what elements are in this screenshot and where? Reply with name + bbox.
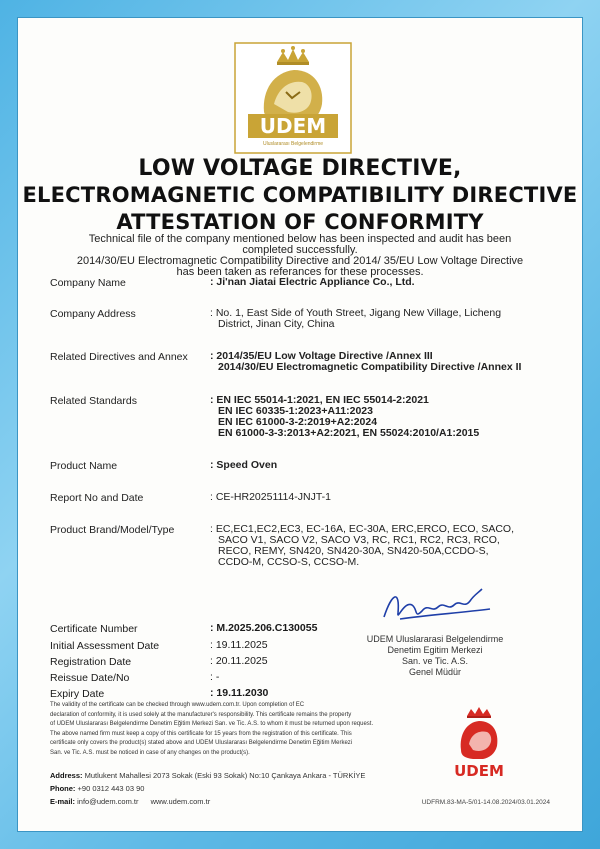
field-label: Reissue Date/No — [50, 672, 130, 684]
field-label: Product Name — [50, 460, 118, 472]
standard-line-1: : EN IEC 55014-1:2021, EN IEC 55014-2:2021 — [210, 394, 429, 406]
intro-line: 2014/30/EU Electromagnetic Compatibility Directive and 2014/ 35/EU Low Voltage Directive — [76, 255, 524, 267]
directive-line-1: : 2014/35/EU Low Voltage Directive /Annex III — [210, 350, 433, 362]
intro-line: has been taken as referances for these processes. — [176, 266, 424, 278]
registration-value: : 20.11.2025 — [210, 655, 268, 667]
field-label: Expiry Date — [50, 688, 105, 700]
initial-assessment-value: : 19.11.2025 — [210, 639, 268, 651]
fine-print — [50, 701, 420, 758]
phone-value: +90 0312 443 03 90 — [77, 784, 145, 793]
model-line-1: : EC,EC1,EC2,EC3, EC-16A, EC-30A, ERC,ERCO, ECO, SACO, — [210, 523, 515, 535]
address-line-1: : No. 1, East Side of Youth Street, Jigang New Village, Licheng — [210, 307, 502, 319]
udem-logo-gold — [234, 42, 352, 154]
title-line-3: ATTESTATION OF CONFORMITY — [116, 210, 484, 234]
field-label: Company Name — [50, 277, 126, 289]
contact-address — [50, 771, 365, 780]
email-value[interactable]: info@udem.com.tr — [77, 797, 139, 806]
report-value: : CE-HR20251114-JNJT-1 — [210, 491, 331, 503]
svg-text:UDEM: UDEM — [259, 114, 327, 138]
udem-logo-text: UDEM — [454, 762, 504, 778]
field-label: Product Brand/Model/Type — [50, 524, 175, 536]
fine-print-line: The above named firm must keep a copy of this certificate for 15 years from the registration of this certificate. This — [50, 730, 352, 737]
field-label: Certificate Number — [50, 623, 138, 635]
field-label: Company Address — [50, 308, 136, 320]
email-label: E-mail: — [50, 797, 76, 806]
address-line-2: District, Jinan City, China — [218, 318, 335, 330]
field-label: Related Directives and Annex — [50, 351, 188, 363]
fine-print-line: The validity of the certificate can be checked through www.udem.com.tr. Upon completion of EC — [50, 702, 305, 708]
phone-label: Phone: — [50, 784, 76, 793]
issuer-line: Genel Müdür — [408, 667, 462, 677]
field-label: Related Standards — [50, 395, 137, 407]
title-line-1: LOW VOLTAGE DIRECTIVE, — [138, 156, 462, 181]
address-value: Mutlukent Mahallesi 2073 Sokak (Eski 93 Sokak) No:10 Çankaya Ankara - TÜRKİYE — [84, 771, 366, 780]
standard-line-2: EN IEC 60335-1:2023+A11:2023 — [218, 405, 373, 417]
contact-phone — [50, 784, 144, 793]
issuer-line: San. ve Tic. A.S. — [401, 656, 469, 666]
svg-text:Uluslararası Belgelendirme: Uluslararası Belgelendirme — [262, 141, 324, 147]
fine-print-line: declaration of conformity, it is used solely at the manufacturer's responsibility. This certificate remains the property — [50, 711, 352, 718]
address-label: Address: — [50, 771, 83, 780]
issuer-line: Denetim Egitim Merkezi — [387, 645, 483, 655]
intro-line: completed successfully. — [242, 244, 358, 256]
standard-line-4: EN 61000-3-3:2013+A2:2021, EN 55024:2010/A1:2015 — [218, 427, 480, 439]
contact-email — [50, 797, 210, 806]
model-line-3: RECO, REMY, SN420, SN420-30A, SN420-50A,CCDO-S, — [218, 545, 489, 557]
product-name-value: : Speed Oven — [210, 459, 278, 471]
fine-print-line: of UDEM Uluslararası Belgelendirme Denetim Eğitim Merkezi San. ve Tic. A.S. to whom it must be returned upon request. — [50, 721, 374, 727]
model-line-2: SACO V1, SACO V2, SACO V3, RC, RC1, RC2, RC3, RCO, — [218, 534, 500, 546]
field-label: Registration Date — [50, 656, 132, 668]
form-reference: UDFRM.83-MA-5/01-14.08.2024/03.01.2024 — [421, 799, 550, 806]
fine-print-line: certificate only covers the product(s) stated above and UDEM Uluslararası Belgelendirme Denetim Eğitim Merkezi — [50, 740, 353, 746]
field-label: Report No and Date — [50, 492, 144, 504]
reissue-value: : - — [210, 671, 220, 683]
fine-print-line: San. ve Tic. A.S. must be noticed in case of any changes on the product(s). — [50, 749, 250, 756]
field-label: Initial Assessment Date — [50, 640, 160, 652]
certificate-number-value: : M.2025.206.C130055 — [210, 622, 318, 634]
title-line-2: ELECTROMAGNETIC COMPATIBILITY DIRECTIVE — [22, 183, 578, 207]
intro-line: Technical file of the company mentioned below has been inspected and audit has been — [88, 233, 512, 245]
model-line-4: CCDO-M, CCSO-S, CCSO-M. — [218, 556, 360, 568]
company-name-value: : Ji'nan Jiatai Electric Appliance Co., Ltd. — [210, 276, 415, 288]
udem-logo-red — [443, 706, 515, 778]
directive-line-2: 2014/30/EU Electromagnetic Compatibility Directive /Annex II — [218, 361, 522, 373]
expiry-value: : 19.11.2030 — [210, 687, 269, 699]
issuer-line: UDEM Uluslararasi Belgelendirme — [366, 634, 504, 644]
standard-line-3: EN IEC 61000-3-2:2019+A2:2024 — [218, 416, 378, 428]
signature — [378, 583, 498, 627]
website-link[interactable]: www.udem.com.tr — [150, 797, 211, 806]
